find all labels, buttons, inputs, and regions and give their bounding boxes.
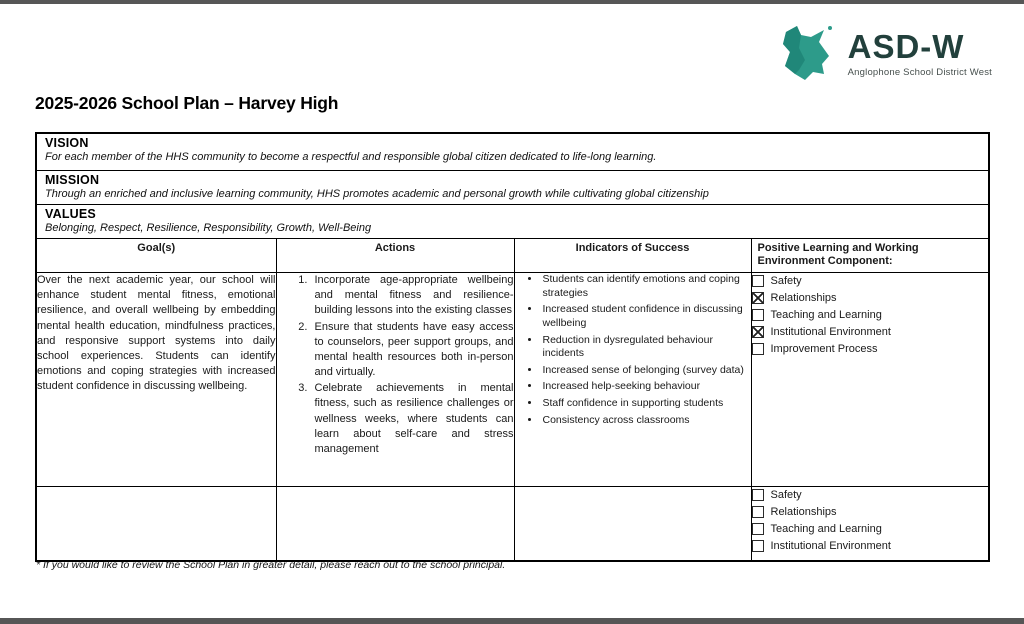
- checkbox-row[interactable]: [752, 275, 989, 287]
- list-item: • Increased sense of belonging (survey data): [541, 364, 751, 378]
- actions-column-header: Actions: [276, 238, 514, 273]
- checkbox-row[interactable]: [752, 292, 989, 304]
- vision-row: [36, 133, 989, 170]
- vision-heading: VISION: [45, 136, 89, 150]
- checkbox-label: Relationships: [770, 506, 837, 518]
- list-item: • Reduction in dysregulated behaviour incidents: [541, 334, 751, 361]
- goals-column-header: Goal(s): [36, 238, 276, 273]
- unchecked-checkbox-icon[interactable]: [752, 275, 764, 287]
- components-checkbox-list-row1: [752, 275, 989, 355]
- list-item: • Staff confidence in supporting students: [541, 397, 751, 411]
- logo-district-name: Anglophone School District West: [847, 67, 992, 78]
- unchecked-checkbox-icon[interactable]: [752, 343, 764, 355]
- values-heading: VALUES: [45, 206, 96, 221]
- window-top-edge: [0, 0, 1024, 4]
- checkbox-row[interactable]: [752, 540, 989, 552]
- checkbox-label: Teaching and Learning: [770, 523, 882, 535]
- footnote: * If you would like to review the School Plan in greater detail, please reach out to the school principal.: [36, 559, 506, 571]
- list-item: 2. Ensure that students have easy access to counselors, peer support groups, and mental health resources both in-person and virtually.: [311, 320, 514, 381]
- checkbox-label: Safety: [770, 275, 802, 287]
- components-cell-row2: [751, 487, 989, 561]
- checkbox-row[interactable]: [752, 489, 989, 501]
- goal-cell: [36, 273, 276, 487]
- indicators-list: [515, 273, 751, 427]
- window-bottom-edge: [0, 618, 1024, 624]
- empty-goal-cell: [36, 487, 276, 561]
- vision-text: For each member of the HHS community to become a respectful and responsible global citizen dedicated to life-long learning.: [45, 151, 657, 163]
- mission-heading: MISSION: [45, 172, 100, 187]
- list-item: • Students can identify emotions and coping strategies: [541, 273, 751, 300]
- list-item: • Increased student confidence in discussing wellbeing: [541, 303, 751, 330]
- list-item: • Consistency across classrooms: [541, 414, 751, 428]
- checked-checkbox-icon[interactable]: [752, 292, 764, 304]
- values-text: Belonging, Respect, Resilience, Responsibility, Growth, Well-Being: [45, 221, 372, 234]
- checkbox-label: Improvement Process: [770, 343, 878, 355]
- logo-acronym: ASD-W: [847, 28, 965, 65]
- list-item: • Increased help-seeking behaviour: [541, 380, 751, 394]
- page-title: 2025-2026 School Plan – Harvey High: [35, 93, 339, 113]
- checkbox-row[interactable]: [752, 343, 989, 355]
- checkbox-label: Institutional Environment: [770, 540, 891, 552]
- unchecked-checkbox-icon[interactable]: [752, 540, 764, 552]
- values-row: [36, 204, 989, 238]
- components-checkbox-list-row2: [752, 489, 989, 552]
- unchecked-checkbox-icon[interactable]: [752, 309, 764, 321]
- unchecked-checkbox-icon[interactable]: [752, 489, 764, 501]
- mission-text: Through an enriched and inclusive learning community, HHS promotes academic and personal growth while cultivating global citizenship: [45, 187, 709, 200]
- school-plan-table: [35, 132, 990, 562]
- checkbox-row[interactable]: [752, 309, 989, 321]
- checkbox-label: Institutional Environment: [770, 326, 891, 338]
- empty-actions-cell: [276, 487, 514, 561]
- actions-cell: [276, 273, 514, 487]
- components-cell-row1: [751, 273, 989, 487]
- goal-1-row: [36, 273, 989, 487]
- components-column-header: Positive Learning and Working Environment Component:: [751, 238, 989, 273]
- checkbox-row[interactable]: [752, 506, 989, 518]
- checked-checkbox-icon[interactable]: [752, 326, 764, 338]
- unchecked-checkbox-icon[interactable]: [752, 523, 764, 535]
- list-item: 1. Incorporate age-appropriate wellbeing and mental fitness and resilience-building lessons into the existing classes: [311, 273, 514, 319]
- goal-2-row: [36, 487, 989, 561]
- checkbox-label: Safety: [770, 489, 802, 501]
- checkbox-row[interactable]: [752, 523, 989, 535]
- checkbox-row[interactable]: [752, 326, 989, 338]
- unchecked-checkbox-icon[interactable]: [752, 506, 764, 518]
- new-brunswick-map-icon: [776, 22, 838, 86]
- indicators-column-header: Indicators of Success: [514, 238, 751, 273]
- empty-indicators-cell: [514, 487, 751, 561]
- checkbox-label: Teaching and Learning: [770, 309, 882, 321]
- asdw-logo: [776, 22, 992, 86]
- list-item: 3. Celebrate achievements in mental fitness, such as resilience challenges or wellness weeks, where students can learn about self-care and stress management: [311, 381, 514, 457]
- column-header-row: [36, 238, 989, 273]
- mission-row: [36, 170, 989, 204]
- goal-text: Over the next academic year, our school will enhance student mental fitness, emotional resilience, and overall wellbeing by embedding mental health education, mindfulness practices, and responsive support systems into daily school experiences. Students can identify emotions and coping strategies with increased student confidence in discussing wellbeing.: [37, 274, 276, 393]
- actions-list: [277, 273, 514, 457]
- indicators-cell: [514, 273, 751, 487]
- checkbox-label: Relationships: [770, 292, 837, 304]
